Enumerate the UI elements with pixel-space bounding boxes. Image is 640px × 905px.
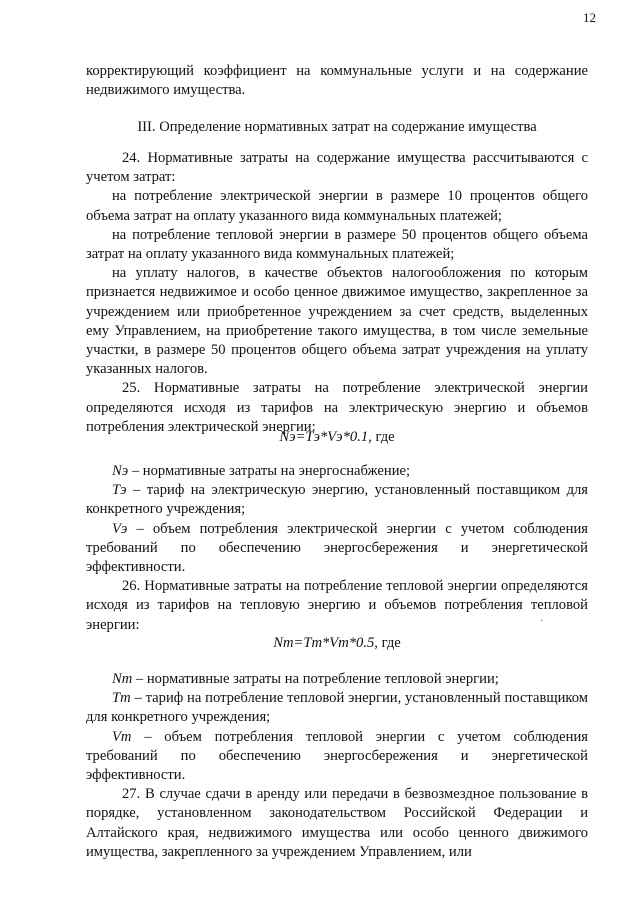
definition-tt: Tт – тариф на потребление тепловой энергии, установленный поставщиком для конкретного учреждения; bbox=[86, 690, 588, 726]
paragraph-24-item-electric: на потребление электрической энергии в размере 10 процентов общего объема затрат на оплату указанного вида коммунальных платежей; bbox=[86, 188, 588, 224]
definition-ve: Vэ – объем потребления электрической энергии с учетом соблюдения требований по обеспечению энергосбережения и энергетической эффективности. bbox=[86, 520, 588, 576]
paragraph-24-block bbox=[86, 149, 588, 437]
paragraph-24-item-heat: на потребление тепловой энергии в размере 50 процентов общего объема затрат на оплату указанного вида коммунальных платежей; bbox=[86, 226, 588, 263]
heat-definitions bbox=[86, 670, 588, 862]
paragraph-27: 27. В случае сдачи в аренду или передачи в безвозмездное пользование в порядке, установленном законодательством Российской Федерации и Алтайского края, недвижимого имущества или особо ценного движимого имущества, закрепленного за учреждением Управлением, или bbox=[86, 786, 588, 860]
formula-heat: Nт=Tт*Vт*0.5, где bbox=[273, 635, 401, 651]
electric-definitions bbox=[86, 462, 588, 635]
formula-electric: Nэ=Tэ*Vэ*0.1, где bbox=[279, 429, 395, 445]
section-heading: III. Определение нормативных затрат на содержание имущества bbox=[137, 119, 537, 135]
definition-vt: Vт – объем потребления тепловой энергии с учетом соблюдения требований по обеспечению энергосбережения и энергетической эффективности. bbox=[86, 728, 588, 784]
paragraph-24-item-taxes: на уплату налогов, в качестве объектов налогообложения по которым признается недвижимое и особо ценное движимое имущество, закрепленное за учреждением или приобретенное учреждением за счет средств, выделенных ему Управлением, на приобретение такого имущества, в том числе земельные участки, в размере 50 процентов общего объема затрат учреждения на уплату указанных налогов. bbox=[86, 265, 588, 378]
page-number: 12 bbox=[583, 10, 596, 25]
intro-paragraph: корректирующий коэффициент на коммунальные услуги и на содержание недвижимого имущества. bbox=[86, 63, 588, 99]
paragraph-25: 25. Нормативные затраты на потребление электрической энергии определяются исходя из тарифов на электрическую энергию и объемов потребления электрической энергии: bbox=[86, 380, 588, 435]
definition-te: Tэ – тариф на электрическую энергию, установленный поставщиком для конкретного учреждения; bbox=[86, 482, 588, 518]
scan-speck: · bbox=[540, 616, 544, 627]
paragraph-24: 24. Нормативные затраты на содержание имущества рассчитываются с учетом затрат: bbox=[86, 150, 588, 186]
paragraph-26: 26. Нормативные затраты на потребление тепловой энергии определяются исходя из тарифов на тепловую энергию и объемов потребления тепловой энергии: bbox=[86, 578, 588, 633]
definition-ne: Nэ – нормативные затраты на энергоснабжение; bbox=[112, 463, 411, 479]
definition-nt: Nт – нормативные затраты на потребление тепловой энергии; bbox=[112, 671, 499, 687]
